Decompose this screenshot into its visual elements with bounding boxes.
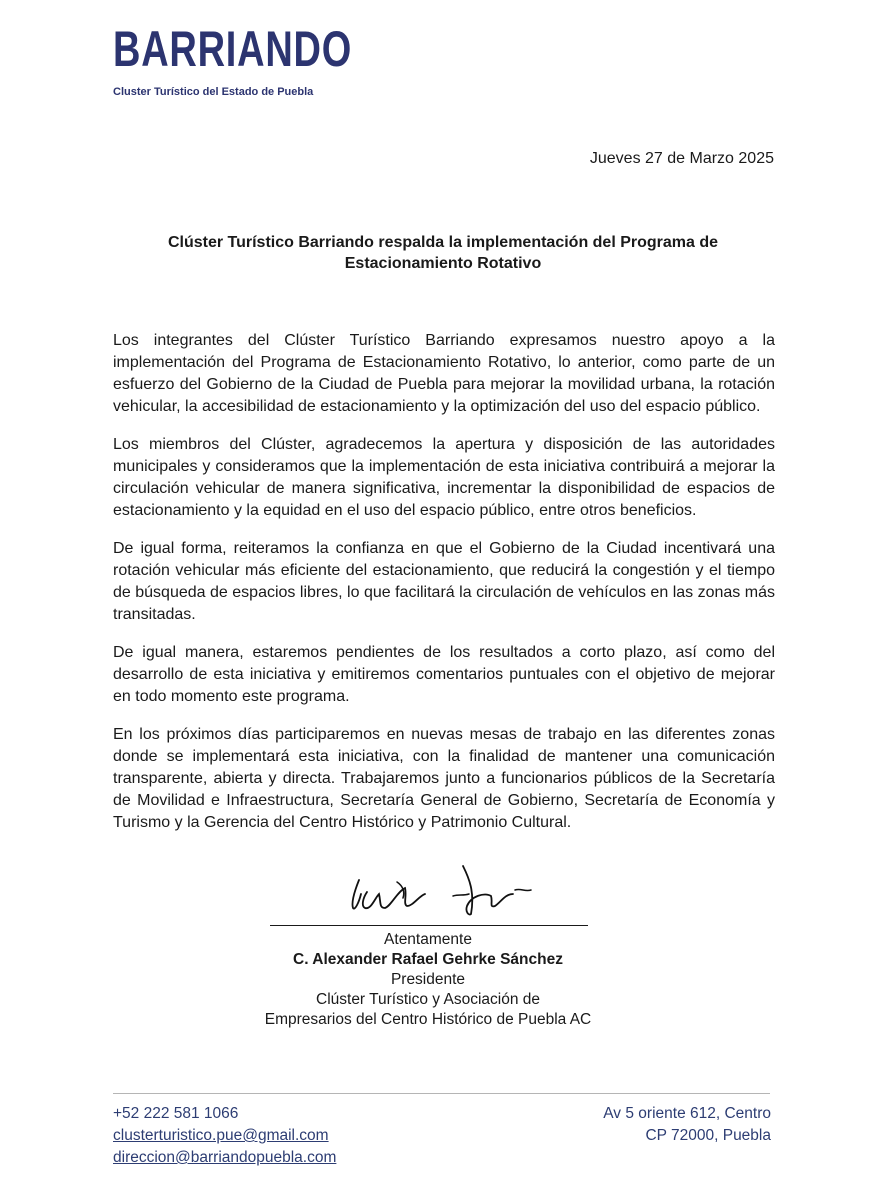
footer-contact (113, 1103, 336, 1169)
closing-text: Atentamente (384, 931, 472, 948)
footer-phone: +52 222 581 1066 (113, 1105, 239, 1122)
footer-address-line1: Av 5 oriente 612, Centro (603, 1105, 771, 1122)
signature-line (270, 925, 588, 926)
body-paragraph-4: De igual manera, estaremos pendientes de los resultados a corto plazo, así como del desarrollo de esta iniciativa y emitiremos comentarios puntuales con el objetivo de mejorar en todo momento este programa. (113, 644, 775, 705)
signer-block (113, 930, 743, 1030)
barriando-logo (113, 14, 353, 98)
footer-divider (113, 1093, 770, 1094)
letter-body (113, 330, 775, 850)
letter-title-line2: Estacionamiento Rotativo (344, 255, 542, 272)
letter-title-line1: Clúster Turístico Barriando respalda la implementación del Programa de (167, 234, 719, 251)
signer-position: Presidente (390, 971, 466, 988)
footer-address (603, 1103, 771, 1147)
body-paragraph-2: Los miembros del Clúster, agradecemos la apertura y disposición de las autoridades municipales y consideramos que la implementación de esta iniciativa contribuirá a mejorar la circulación vehicular de manera significativa, incrementar la disponibilidad de espacios de estacionamiento y la equidad en el uso del espacio público, entre otros beneficios. (113, 436, 775, 519)
body-paragraph-5: En los próximos días participaremos en nuevas mesas de trabajo en las diferentes zonas donde se implementará esta iniciativa, con la finalidad de mantener una comunicación transparente, abierta y directa. Trabajaremos junto a funcionarios públicos de la Secretaría de Movilidad e Infraestructura, Secretaría General de Gobierno, Secretaría de Economía y Turismo y la Gerencia del Centro Histórico y Patrimonio Cultural. (113, 726, 775, 831)
signer-org-line1: Clúster Turístico y Asociación de (316, 991, 540, 1008)
body-paragraph-1: Los integrantes del Clúster Turístico Barriando expresamos nuestro apoyo a la implementación del Programa de Estacionamiento Rotativo, lo anterior, como parte de un esfuerzo del Gobierno de la Ciudad de Puebla para mejorar la movilidad urbana, la rotación vehicular, la accesibilidad de estacionamiento y la optimización del uso del espacio público. (113, 332, 775, 415)
logo-subtitle: Cluster Turístico del Estado de Puebla (113, 86, 314, 98)
footer-email-1[interactable]: clusterturistico.pue@gmail.com (113, 1127, 329, 1144)
footer-email-2[interactable]: direccion@barriandopuebla.com (113, 1149, 337, 1166)
handwritten-signature (345, 858, 545, 918)
footer-address-line2: CP 72000, Puebla (645, 1127, 771, 1144)
body-paragraph-3: De igual forma, reiteramos la confianza en que el Gobierno de la Ciudad incentivará una rotación vehicular más eficiente del estacionamiento, que reducirá la congestión y el tiempo de búsqueda de espacios libres, lo que facilitará la circulación de vehículos en las zonas más transitadas. (113, 540, 775, 623)
signer-name: C. Alexander Rafael Gehrke Sánchez (293, 951, 563, 968)
letter-title (113, 232, 773, 274)
letter-date: Jueves 27 de Marzo 2025 (589, 150, 774, 167)
signer-org-line2: Empresarios del Centro Histórico de Puebla AC (264, 1011, 592, 1028)
logo-wordmark: BARRIANDO (113, 21, 353, 77)
